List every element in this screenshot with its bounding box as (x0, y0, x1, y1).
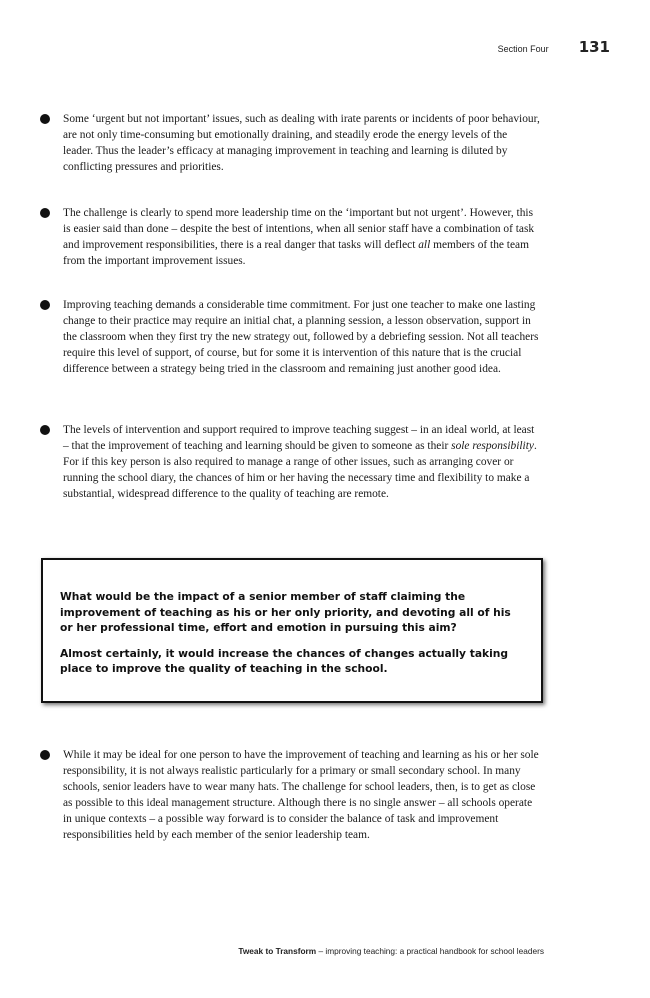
bullet-dot-icon (40, 114, 50, 124)
bullet-text-part: The challenge is clearly to spend more leadership time on the ‘important but not urgent’. However, this is easier said than done – despite the best of intentions, when all senior staff have a combination of task and improvement responsibilities, there is a real danger that tasks will deflect (63, 207, 535, 252)
page-footer (238, 946, 544, 956)
emphasis-text: sole responsibility (451, 440, 534, 453)
bullet-item (40, 297, 540, 377)
bullet-item (40, 422, 540, 502)
bullet-text (63, 422, 540, 502)
bullet-text: Improving teaching demands a considerable time commitment. For just one teacher to make one lasting change to their practice may require an initial chat, a planning session, a lesson observation, support in the classroom when they first try the new strategy out, followed by a debriefing session. Not all teachers require this level of support, of course, but for some it is intervention of this nature that is the crucial difference between a strategy being tried in the classroom and remaining just another good idea. (63, 299, 539, 376)
bullet-dot-icon (40, 208, 50, 218)
callout-answer: Almost certainly, it would increase the chances of changes actually taking place to improve the quality of teaching in the school. (60, 646, 509, 675)
bullet-item (40, 205, 540, 269)
bullet-item (40, 747, 540, 844)
bullet-text: While it may be ideal for one person to have the improvement of teaching and learning as his or her sole responsibility, it is not always realistic particularly for a primary or small secondary school. In many schools, senior leaders have to wear many hats. The challenge for school leaders, then, is to get as close as possible to this ideal management structure. Although there is no single answer – all schools operate in unique contexts – a possible way forward is to consider the balance of task and improvement responsibilities held by each member of the senior leadership team. (63, 749, 539, 842)
bullet-text-part: The levels of intervention and support required to improve teaching suggest – in an ideal world, at least – that the improvement of teaching and learning should be given to someone as their (63, 424, 535, 453)
bullet-dot-icon (40, 425, 50, 435)
page-number: 131 (578, 38, 610, 56)
book-subtitle: – improving teaching: a practical handbook for school leaders (316, 946, 544, 956)
bullet-text-part: members of the team from the important improvement issues. (63, 239, 529, 268)
bullet-item (40, 111, 540, 175)
page-header (498, 38, 610, 56)
bullet-text-part: . For if this key person is also required to manage a range of other issues, such as arranging cover or running the school diary, the chances of him or her having the necessary time and flexibility to make a substantial, widespread difference to the quality of teaching are remote. (63, 440, 537, 501)
book-title: Tweak to Transform (238, 946, 317, 956)
section-label: Section Four (497, 44, 549, 54)
bullet-text: Some ‘urgent but not important’ issues, such as dealing with irate parents or incidents of poor behaviour, are not only time-consuming but emotionally draining, and steadily erode the energy levels of the leader. Thus the leader’s efficacy at managing improvement in teaching and learning is diluted by conflicting pressures and priorities. (63, 113, 540, 174)
emphasis-text: all (418, 239, 431, 252)
bullet-dot-icon (40, 750, 50, 760)
bullet-dot-icon (40, 300, 50, 310)
callout-box (41, 558, 543, 703)
callout-question: What would be the impact of a senior member of staff claiming the improvement of teaching as his or her only priority, and devoting all of his or her professional time, effort and emotion in pursuing this aim? (60, 590, 511, 634)
bullet-text (63, 205, 540, 269)
